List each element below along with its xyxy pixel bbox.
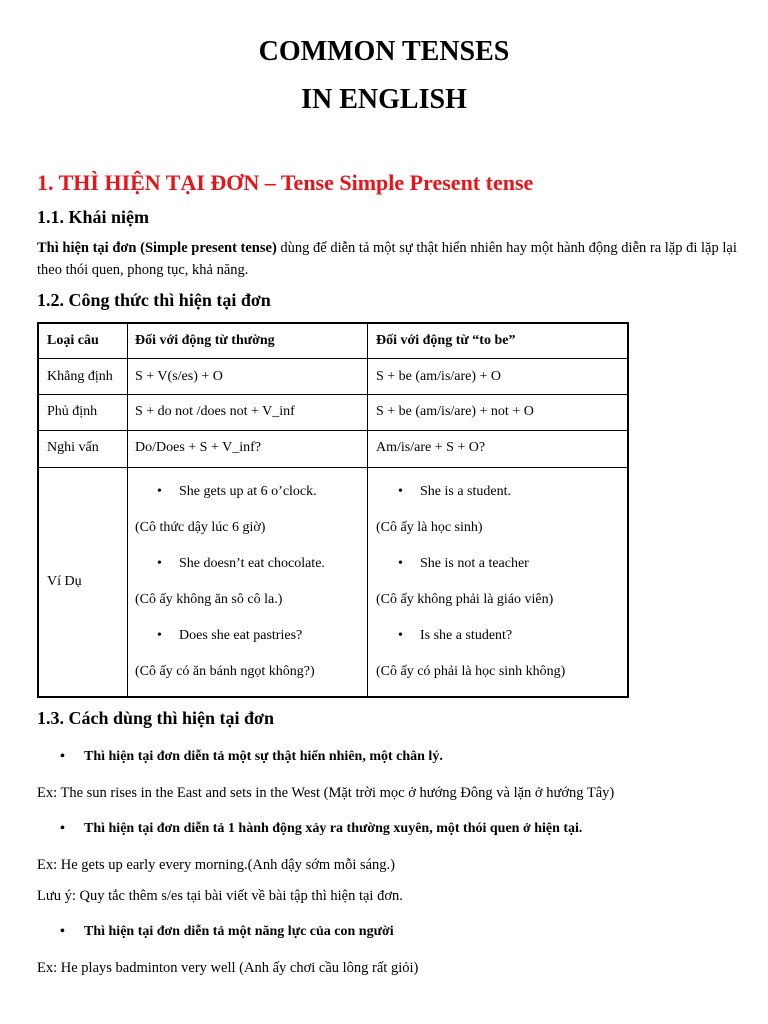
usage-heading: 1.3. Cách dùng thì hiện tại đơn (37, 708, 275, 728)
example-sentence: She is a student. (420, 484, 511, 499)
bullet-dot-icon: • (398, 484, 403, 499)
bullet-dot-icon: • (157, 628, 162, 643)
example-translation: (Cô thức dậy lúc 6 giờ) (135, 520, 266, 535)
table-header-regular: Đối với động từ thường (135, 333, 275, 348)
bullet-dot-icon: • (60, 749, 65, 764)
usage-bullet-text: Thì hiện tại đơn diễn tả 1 hành động xảy ra thường xuyên, một thói quen ở hiện tại. (84, 821, 583, 836)
usage-bullet (60, 922, 394, 942)
example-sentence: She doesn’t eat chocolate. (179, 556, 325, 571)
example-sentence: Is she a student? (420, 628, 513, 643)
table-cell: Khẳng định (47, 369, 113, 384)
usage-example: Ex: The sun rises in the East and sets in the West (Mặt trời mọc ở hướng Đông và lặn ở hướng Tây) (37, 785, 615, 801)
usage-bullet (60, 747, 443, 767)
example-translation: (Cô ấy là học sinh) (376, 520, 483, 535)
table-header-tobe: Đối với động từ “to be” (376, 333, 516, 348)
table-header-type: Loại câu (47, 333, 99, 348)
usage-note: Lưu ý: Quy tắc thêm s/es tại bài viết về bài tập thì hiện tại đơn. (37, 888, 403, 904)
concept-text: dùng để diễn tả một sự thật hiển nhiên hay một hành động diễn ra lặp đi lặp lại theo thói quen, phong tục, khả năng. (37, 240, 737, 278)
formula-table (37, 322, 629, 698)
bullet-dot-icon: • (60, 821, 65, 836)
bullet-dot-icon: • (398, 556, 403, 571)
example-bullet (398, 555, 529, 573)
bullet-dot-icon: • (398, 628, 403, 643)
example-translation: (Cô ấy không ăn sô cô la.) (135, 592, 283, 607)
table-cell: S + do not /does not + V_inf (135, 404, 295, 419)
usage-bullet (60, 819, 582, 839)
table-row-divider (39, 358, 627, 359)
table-col-divider (127, 324, 128, 696)
usage-example: Ex: He plays badminton very well (Anh ấy chơi cầu lông rất giỏi) (37, 960, 419, 976)
example-bullet (398, 483, 511, 501)
example-bullet (157, 627, 302, 645)
table-row-divider (39, 467, 627, 468)
doc-title-line2: IN ENGLISH (301, 84, 467, 115)
concept-paragraph (37, 237, 737, 281)
table-cell: S + be (am/is/are) + O (376, 369, 502, 384)
table-cell: S + be (am/is/are) + not + O (376, 404, 534, 419)
bullet-dot-icon: • (157, 556, 162, 571)
example-bullet (398, 627, 512, 645)
example-sentence: Does she eat pastries? (179, 628, 303, 643)
table-cell: Phủ định (47, 404, 98, 419)
example-sentence: She gets up at 6 o’clock. (179, 484, 317, 499)
table-cell: Do/Does + S + V_inf? (135, 440, 261, 455)
table-example-label: Ví Dụ (47, 574, 82, 589)
table-cell: Am/is/are + S + O? (376, 440, 486, 455)
formula-heading: 1.2. Công thức thì hiện tại đơn (37, 290, 271, 310)
table-row-divider (39, 394, 627, 395)
example-sentence: She is not a teacher (420, 556, 529, 571)
table-cell: S + V(s/es) + O (135, 369, 223, 384)
concept-bold-term: Thì hiện tại đơn (Simple present tense) (37, 240, 277, 256)
usage-example: Ex: He gets up early every morning.(Anh dậy sớm mỗi sáng.) (37, 857, 396, 873)
concept-heading: 1.1. Khái niệm (37, 207, 150, 227)
bullet-dot-icon: • (60, 924, 65, 939)
table-cell: Nghi vấn (47, 440, 99, 455)
usage-bullet-text: Thì hiện tại đơn diễn tả một năng lực của con người (84, 924, 394, 939)
doc-title-line1: COMMON TENSES (258, 36, 510, 67)
example-bullet (157, 483, 317, 501)
usage-bullet-text: Thì hiện tại đơn diễn tả một sự thật hiển nhiên, một chân lý. (84, 749, 443, 764)
bullet-dot-icon: • (157, 484, 162, 499)
example-translation: (Cô ấy không phải là giáo viên) (376, 592, 554, 607)
section1-heading: 1. THÌ HIỆN TẠI ĐƠN – Tense Simple Present tense (37, 170, 534, 195)
example-translation: (Cô ấy có ăn bánh ngọt không?) (135, 664, 315, 679)
example-translation: (Cô ấy có phải là học sinh không) (376, 664, 566, 679)
table-row-divider (39, 430, 627, 431)
example-bullet (157, 555, 325, 573)
table-col-divider (367, 324, 368, 696)
